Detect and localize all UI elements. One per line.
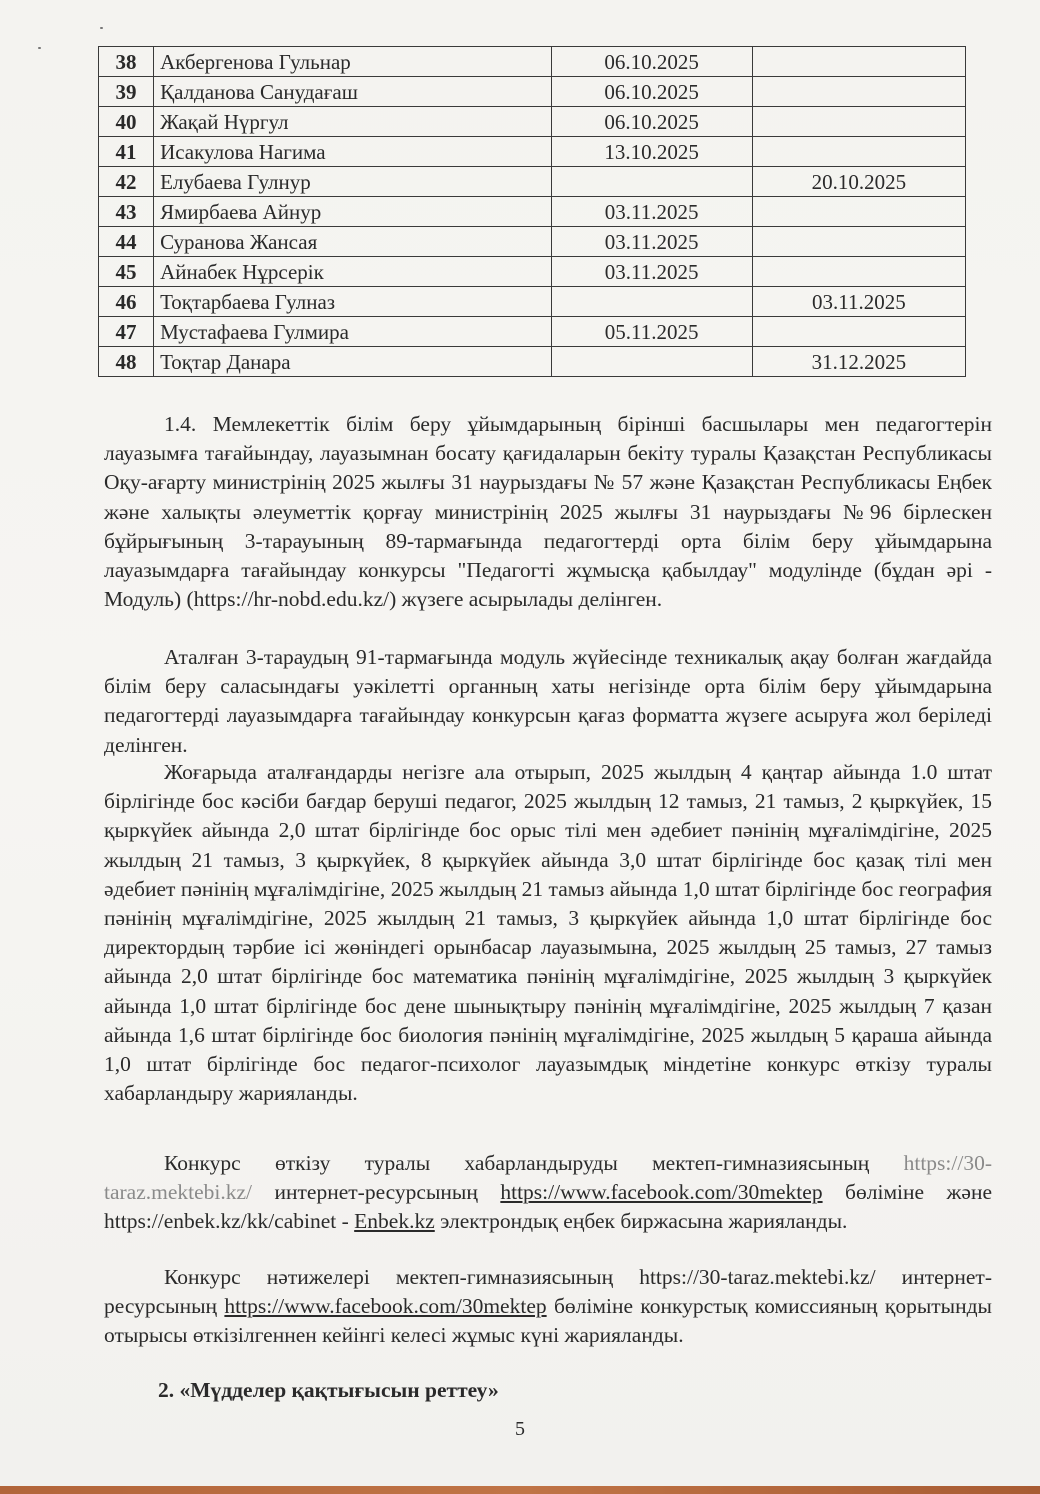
facebook-link[interactable]: https://www.facebook.com/30mektep: [500, 1180, 823, 1205]
paragraph-results: [104, 1263, 992, 1351]
date-column-1: [551, 347, 752, 377]
row-number: 40: [99, 107, 154, 137]
employee-name: Исакулова Нагима: [154, 137, 551, 167]
date-column-2: [752, 197, 965, 227]
employee-name: Тоқтарбаева Гулназ: [154, 287, 551, 317]
date-column-1: 06.10.2025: [551, 107, 752, 137]
table-row: [99, 47, 966, 77]
employee-name: Жақай Нүргул: [154, 107, 551, 137]
paragraph-clause-91: [104, 643, 992, 760]
employee-name: Айнабек Нұрсерік: [154, 257, 551, 287]
row-number: 39: [99, 77, 154, 107]
paragraph-1-4: [104, 410, 992, 614]
employee-name: Ямирбаева Айнур: [154, 197, 551, 227]
row-number: 44: [99, 227, 154, 257]
table-row: [99, 227, 966, 257]
table-row: [99, 77, 966, 107]
section-heading: 2. «Мүдделер қақтығысын реттеу»: [158, 1378, 499, 1402]
text-span: интернет-ресурсының: [252, 1180, 501, 1205]
paper-speck: [38, 47, 41, 49]
date-column-2: [752, 77, 965, 107]
employee-name: Елубаева Гулнур: [154, 167, 551, 197]
paragraph-announcement: [104, 1149, 992, 1237]
row-number: 45: [99, 257, 154, 287]
row-number: 41: [99, 137, 154, 167]
table-row: [99, 197, 966, 227]
text-span: бөліміне конкурстық комиссияның қорытынды отырысы өткізілгеннен кейінгі келесі жұмыс күні жарияланды.: [104, 1294, 992, 1348]
text-span: Конкурс өткізу туралы хабарландыруды мектеп-гимназиясының: [164, 1151, 904, 1175]
row-number: 48: [99, 347, 154, 377]
employee-name: Мустафаева Гулмира: [154, 317, 551, 347]
employee-name: Тоқтар Данара: [154, 347, 551, 377]
table-row: [99, 317, 966, 347]
paragraph-text: 1.4. Мемлекеттік білім беру ұйымдарының бірінші басшылары мен педагогтерін лауазымға тағайындау, лауазымнан босату қағидаларын бекіту туралы Қазақстан Республикасы Оқу-ағарту министрінің 2025 жылғы 31 наурыздағы № 57 және Қазақстан Республикасы Еңбек және халықты әлеуметтік қорғау министрінің 2025 жылғы 31 наурыздағы №96 бірлескен бұйрығының 3-тарауының 89-тармағында педагогтерді орта білім беру ұйымдарына лауазымдарға тағайындау конкурсы "Педагогті жұмысқа қабылдау" модулінде (бұдан әрі - Модуль) (https://hr-nobd.edu.kz/) жүзеге асырылады делінген.: [104, 412, 992, 612]
table-row: [99, 347, 966, 377]
date-column-1: 13.10.2025: [551, 137, 752, 167]
desk-surface: [0, 1486, 1040, 1494]
enbek-link[interactable]: Enbek.kz: [354, 1209, 435, 1234]
page-number: 5: [515, 1418, 525, 1440]
employee-name: Акбергенова Гульнар: [154, 47, 551, 77]
employee-name: Суранова Жансая: [154, 227, 551, 257]
date-column-2: 20.10.2025: [752, 167, 965, 197]
school-website-link[interactable]: https://30-taraz.mektebi.kz/: [104, 1151, 992, 1205]
row-number: 42: [99, 167, 154, 197]
table-row: [99, 167, 966, 197]
table-row: [99, 137, 966, 167]
date-column-1: 06.10.2025: [551, 47, 752, 77]
date-column-2: 03.11.2025: [752, 287, 965, 317]
row-number: 43: [99, 197, 154, 227]
date-column-1: [551, 167, 752, 197]
text-span: электрондық еңбек биржасына жарияланды.: [434, 1209, 848, 1234]
date-column-2: [752, 107, 965, 137]
row-number: 38: [99, 47, 154, 77]
date-column-2: [752, 257, 965, 287]
table-row: [99, 257, 966, 287]
table-row: [99, 287, 966, 317]
paragraph-vacancies: [104, 758, 992, 1108]
date-column-1: [551, 287, 752, 317]
date-column-1: 03.11.2025: [551, 197, 752, 227]
date-column-2: [752, 227, 965, 257]
date-column-2: [752, 317, 965, 347]
date-column-2: [752, 47, 965, 77]
paper-speck: [100, 27, 103, 29]
date-column-1: 03.11.2025: [551, 227, 752, 257]
paragraph-text: Аталған 3-тараудың 91-тармағында модуль жүйесінде техникалық ақау болған жағдайда білім беру саласындағы уәкілетті органның хаты негізінде орта білім беру ұйымдарына педагогтерді лауазымдарға тағайындау конкурсын қағаз форматта жүзеге асыруға жол беріледі делінген.: [104, 645, 992, 757]
date-column-2: 31.12.2025: [752, 347, 965, 377]
employee-table: [98, 46, 966, 377]
text-span: бөліміне және https://enbek.kz/kk/cabinet -: [104, 1180, 992, 1234]
row-number: 46: [99, 287, 154, 317]
paragraph-text: Жоғарыда аталғандарды негізге ала отырып, 2025 жылдың 4 қаңтар айында 1.0 штат бірлігінде бос кәсіби бағдар беруші педагог, 2025 жылдың 12 тамыз, 21 тамыз, 2 қыркүйек, 15 қыркүйек айында 2,0 штат бірлігінде бос орыс тілі мен әдебиет пәнінің мұғалімдігіне, 2025 жылдың 21 тамыз, 3 қыркүйек, 8 қыркүйек айында 3,0 штат бірлігінде бос қазақ тілі мен әдебиет пәнінің мұғалімдігіне, 2025 жылдың 21 тамыз айында 1,0 штат бірлігінде бос география пәнінің мұғалімдігіне, 2025 жылдың 21 тамыз, 3 қыркүйек айында 1,0 штат бірлігінде бос директордың тәрбие ісі жөніндегі орынбасар лауазымына, 2025 жылдың 25 тамыз, 27 тамыз айында 2,0 штат бірлігінде бос математика пәнінің мұғалімдігіне, 2025 жылдың 3 қыркүйек айында 1,0 штат бірлігінде бос дене шынықтыру пәнінің мұғалімдігіне, 2025 жылдың 7 қазан айында 1,6 штат бірлігінде бос биология пәнінің мұғалімдігіне, 2025 жылдың 5 қараша айында 1,0 штат бірлігінде бос педагог-психолог лауазымдық міндетіне конкурс өткізу туралы хабарландыру жарияланды.: [104, 760, 992, 1106]
date-column-1: 05.11.2025: [551, 317, 752, 347]
date-column-2: [752, 137, 965, 167]
employee-name: Қалданова Санудағаш: [154, 77, 551, 107]
table-row: [99, 107, 966, 137]
text-span: Конкурс нәтижелері мектеп-гимназиясының https://30-taraz.mektebi.kz/ интернет-ресурсының: [104, 1265, 992, 1319]
date-column-1: 03.11.2025: [551, 257, 752, 287]
row-number: 47: [99, 317, 154, 347]
facebook-link[interactable]: https://www.facebook.com/30mektep: [224, 1294, 547, 1319]
date-column-1: 06.10.2025: [551, 77, 752, 107]
